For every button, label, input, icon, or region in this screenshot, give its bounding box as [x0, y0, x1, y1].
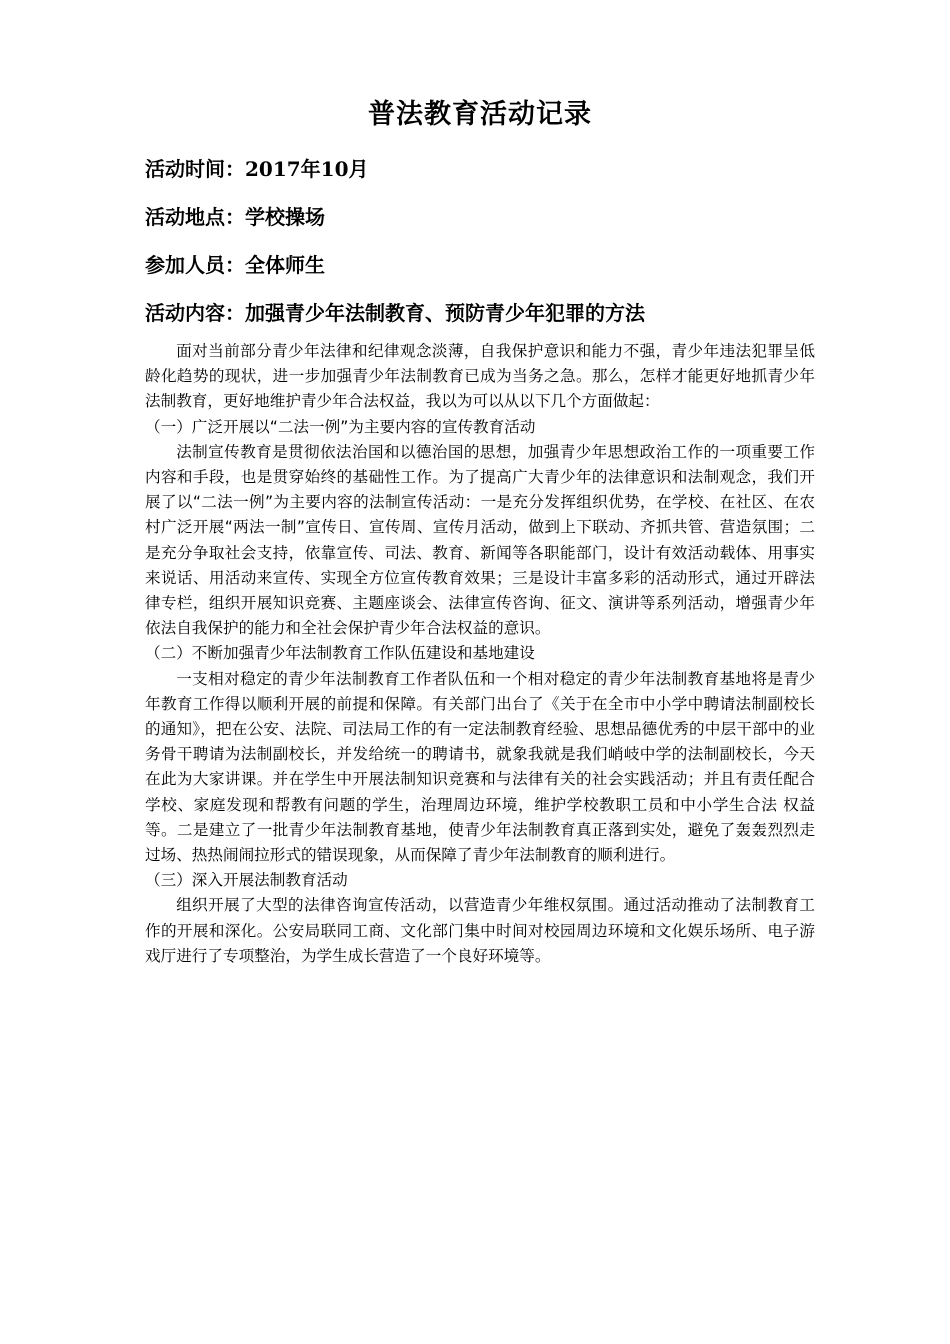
meta-activity-content: [145, 289, 815, 337]
section-heading-3: （三）深入开展法制教育活动: [145, 871, 348, 890]
meta-label: 活动时间：: [145, 157, 245, 181]
meta-label: 活动内容：: [145, 301, 245, 325]
section-paragraph-3: 组织开展了大型的法律咨询宣传活动，以营造青少年维权氛围。通过活动推动了法制教育工作的开展和深化。公安局联同工商、文化部门集中时间对校园周边环境和文化娱乐场所、电子游戏厅进行了专项整治，为学生成长营造了一个良好环境等。: [145, 896, 815, 965]
document-page: [145, 95, 815, 969]
meta-activity-location: [145, 193, 815, 241]
meta-activity-time: [145, 145, 815, 193]
intro-paragraph: 面对当前部分青少年法律和纪律观念淡薄，自我保护意识和能力不强，青少年违法犯罪呈低龄化趋势的现状，进一步加强青少年法制教育已成为当务之急。那么，怎样才能更好地抓青少年法制教育，更好地维护青少年合法权益，我以为可以从以下几个方面做起：: [145, 342, 815, 411]
meta-participants: [145, 241, 815, 289]
section-paragraph-1: 法制宣传教育是贯彻依法治国和以德治国的思想，加强青少年思想政治工作的一项重要工作内容和手段，也是贯穿始终的基础性工作。为了提高广大青少年的法律意识和法制观念，我们开展了以“二法一例”为主要内容的法制宣传活动：一是充分发挥组织优势，在学校、在社区、在农村广泛开展“两法一制”宣传日、宣传周、宣传月活动，做到上下联动、齐抓共管、营造氛围；二是充分争取社会支持，依靠宣传、司法、教育、新闻等各职能部门，设计有效活动载体、用事实来说话、用活动来宣传、实现全方位宣传教育效果；三是设计丰富多彩的活动形式，通过开辟法律专栏，组织开展知识竞赛、主题座谈会、法律宣传咨询、征文、演讲等系列活动，增强青少年依法自我保护的能力和全社会保护青少年合法权益的意识。: [145, 442, 815, 638]
document-title: 普法教育活动记录: [368, 99, 592, 130]
section-heading-1: （一）广泛开展以“二法一例”为主要内容的宣传教育活动: [145, 417, 536, 436]
section-paragraph-2: 一支相对稳定的青少年法制教育工作者队伍和一个相对稳定的青少年法制教育基地将是青少年教育工作得以顺利开展的前提和保障。有关部门出台了《关于在全市中小学中聘请法制副校长的通知》，把在公安、法院、司法局工作的有一定法制教育经验、思想品德优秀的中层干部中的业务骨干聘请为法制副校长，并发给统一的聘请书，就象我就是我们峭岐中学的法制副校长，今天在此为大家讲课。并在学生中开展法制知识竞赛和与法律有关的社会实践活动；并且有责任配合学校、家庭发现和帮教有问题的学生，治理周边环境，维护学校教职工员和中小学生合法 权益等。二是建立了一批青少年法制教育基地，使青少年法制教育真正落到实处，避免了轰轰烈烈走过场、热热闹闹拉形式的错误现象，从而保障了青少年法制教育的顺利进行。: [145, 669, 815, 865]
meta-value: 加强青少年法制教育、预防青少年犯罪的方法: [245, 301, 645, 325]
meta-label: 活动地点：: [145, 205, 245, 229]
meta-label: 参加人员：: [145, 253, 245, 277]
section-heading-2: （二）不断加强青少年法制教育工作队伍建设和基地建设: [145, 644, 535, 663]
meta-value: 全体师生: [245, 253, 325, 277]
meta-value: 学校操场: [245, 205, 325, 229]
meta-value: 2017年10月: [245, 157, 369, 181]
